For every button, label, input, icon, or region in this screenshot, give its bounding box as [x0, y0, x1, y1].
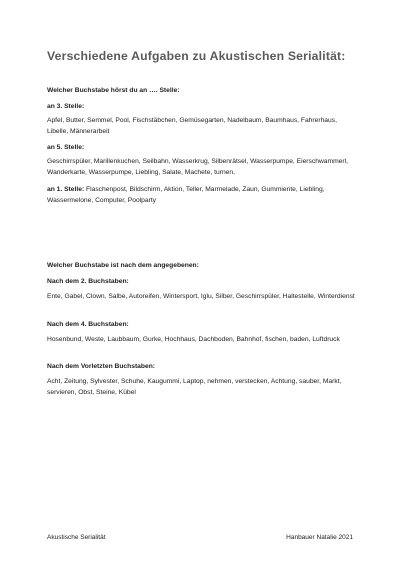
- word-list: Acht, Zeitung, Sylvester, Schuhe, Kaugummi, Laptop, nehmen, verstecken, Achtung, sauber, Markt, servieren, Obst, Steine, Kübel: [47, 378, 342, 396]
- word-list: Hosenbund, Weste, Laubbaum, Gurke, Hochhaus, Dachboden, Bahnhof, fischen, baden, Luftdruck: [47, 336, 340, 343]
- section1-group-3: [47, 185, 359, 206]
- footer-left: Akustische Serialität: [47, 534, 106, 541]
- group-label: Nach dem 2. Buchstaben:: [47, 278, 129, 285]
- section1-question: [47, 86, 359, 95]
- section2-group-3: [47, 362, 359, 371]
- footer-right: Hanbauer Natalie 2021: [286, 534, 353, 541]
- section1-group-1-words: [47, 116, 359, 137]
- section2-group-3-words: [47, 377, 359, 398]
- group-label: an 1. Stelle:: [47, 186, 85, 193]
- section2-question-text: Welcher Buchstabe ist nach dem angegebenen:: [47, 262, 199, 269]
- group-label: Nach dem 4. Buchstaben:: [47, 321, 129, 328]
- section2-group-1: [47, 277, 359, 286]
- section1-question-text: Welcher Buchstabe hörst du an …. Stelle:: [47, 87, 180, 94]
- word-list: Geschirrspüler, Marillenkuchen, Seilbahn, Wasserkrug, Silbenrätsel, Wasserpumpe, Eierschwammerl, Wanderkarte, Wasserpumpe, Liebling, Salate, Machete, turnen,: [47, 158, 348, 176]
- word-list: Flaschenpost, Bildschirm, Aktion, Teller, Marmelade, Zaun, Gummiente, Liebling, Wassermelone, Computer, Poolparty: [47, 186, 325, 204]
- section2-question: [47, 261, 359, 270]
- word-list-inline: [47, 185, 359, 206]
- word-list: Ente, Gabel, Clown, Salbe, Autoreifen, Wintersport, Iglu, Silber, Geschirrspüler, Haltestelle, Winterdienst: [47, 293, 355, 300]
- section2-group-2-words: [47, 335, 359, 346]
- page-title: Verschiedene Aufgaben zu Akustischen Serialität:: [47, 49, 346, 63]
- section1-group-1: [47, 102, 359, 111]
- group-label: an 5. Stelle:: [47, 144, 85, 151]
- group-label: Nach dem Vorletzten Buchstaben:: [47, 363, 156, 370]
- group-label: an 3. Stelle:: [47, 103, 85, 110]
- section1-group-2-words: [47, 157, 359, 178]
- section2-group-2: [47, 320, 359, 329]
- section2-group-1-words: [47, 292, 359, 303]
- section1-group-2: [47, 143, 359, 152]
- word-list: Apfel, Butter, Semmel, Pool, Fischstäbchen, Gemüsegarten, Nadelbaum, Baumhaus, Fahrerhaus, Libelle, Männerarbeit: [47, 117, 337, 135]
